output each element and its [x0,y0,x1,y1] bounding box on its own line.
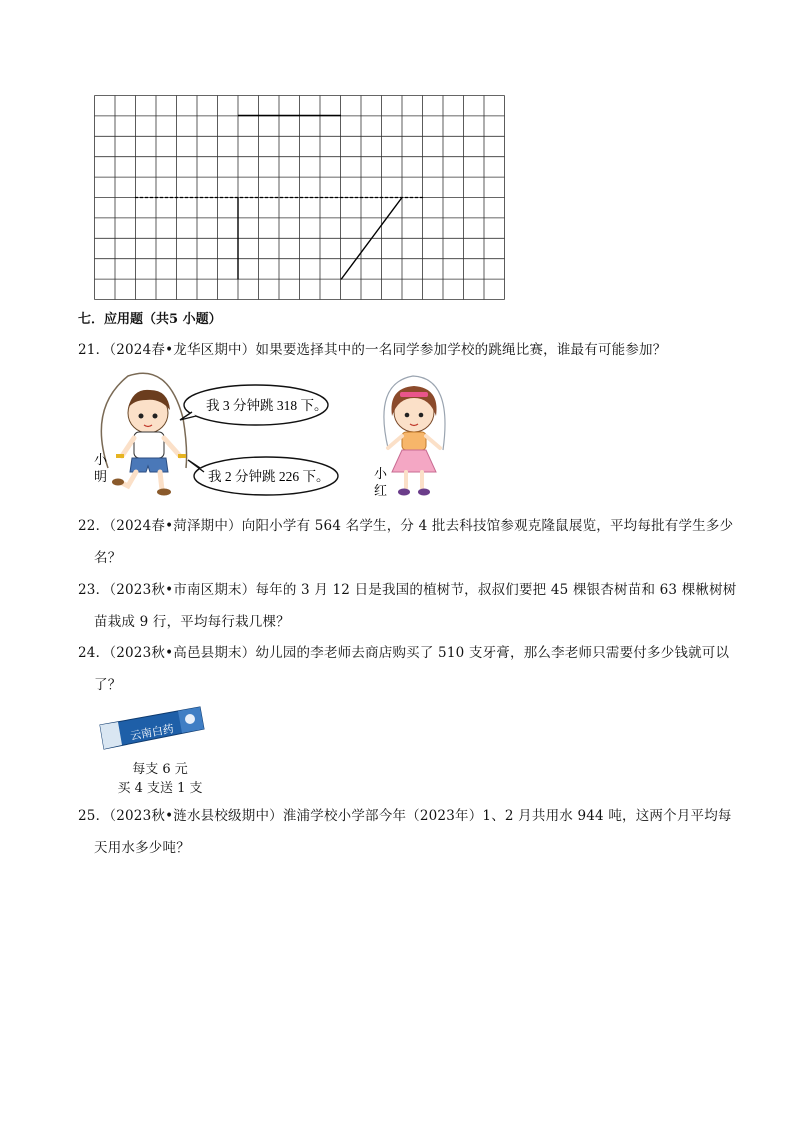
question-text: 淮浦学校小学部今年（2023年）1、2 月共用水 944 吨，这两个月平均每 [282,808,732,824]
boy-name-2: 明 [94,469,108,484]
question-number: 22． [78,518,110,534]
girl-name-1: 小 [374,466,388,481]
price-label [110,760,210,798]
toothpaste-image [96,703,206,753]
girl-figure [384,376,445,496]
question-number: 25． [78,808,110,824]
speech-bubble-top [180,385,328,425]
boy-name-1: 小 [94,452,108,467]
question-text-cont: 了？ [94,677,122,693]
boy-figure [101,373,186,495]
question-text-cont: 名？ [94,550,122,566]
grid-svg [94,95,505,300]
question-number: 24． [78,645,110,661]
question-21 [78,340,666,360]
price-line-2: 买 4 支送 1 支 [117,781,203,796]
speech-bubble-bottom [188,457,338,495]
toothpaste-svg [96,703,206,753]
question-number: 23． [78,582,110,598]
illustration-svg [88,368,448,508]
question-source: （2024春•龙华区期中） [109,342,256,358]
question-22 [78,516,733,568]
question-text: 幼儿园的李老师去商店购买了 510 支牙膏，那么李老师只需要付多少钱就可以 [255,645,730,661]
girl-name-2: 红 [374,483,388,498]
question-text: 如果要选择其中的一名同学参加学校的跳绳比赛，谁最有可能参加？ [255,342,667,358]
question-source: （2023秋•市南区期末） [109,582,256,598]
dot-grid-figure [94,95,505,300]
question-text-cont: 天用水多少吨？ [94,840,190,856]
question-source: （2023秋•涟水县校级期中） [109,808,283,824]
section-title: 七．应用题（共5 小题） [78,312,222,327]
question-text: 每年的 3 月 12 日是我国的植树节，叔叔们要把 45 棵银杏树苗和 63 棵楸树树 [255,582,737,598]
question-source: （2024春•菏泽期中） [109,518,242,534]
question-25 [78,806,732,858]
price-line-1: 每支 6 元 [132,762,188,777]
question-source: （2023秋•高邑县期末） [109,645,256,661]
bubble-top-text: 我 3 分钟跳 318 下。 [206,398,328,413]
question-23 [78,580,737,632]
bubble-bottom-text: 我 2 分钟跳 226 下。 [208,469,330,484]
toothpaste-brand: 云南白药 [129,722,175,743]
question-text-cont: 苗栽成 9 行，平均每行栽几棵？ [94,614,290,630]
question-24 [78,643,729,695]
question-number: 21． [78,342,110,358]
jump-rope-illustration [88,368,448,508]
question-text: 向阳小学有 564 名学生，分 4 批去科技馆参观克隆鼠展览，平均每批有学生多少 [241,518,734,534]
